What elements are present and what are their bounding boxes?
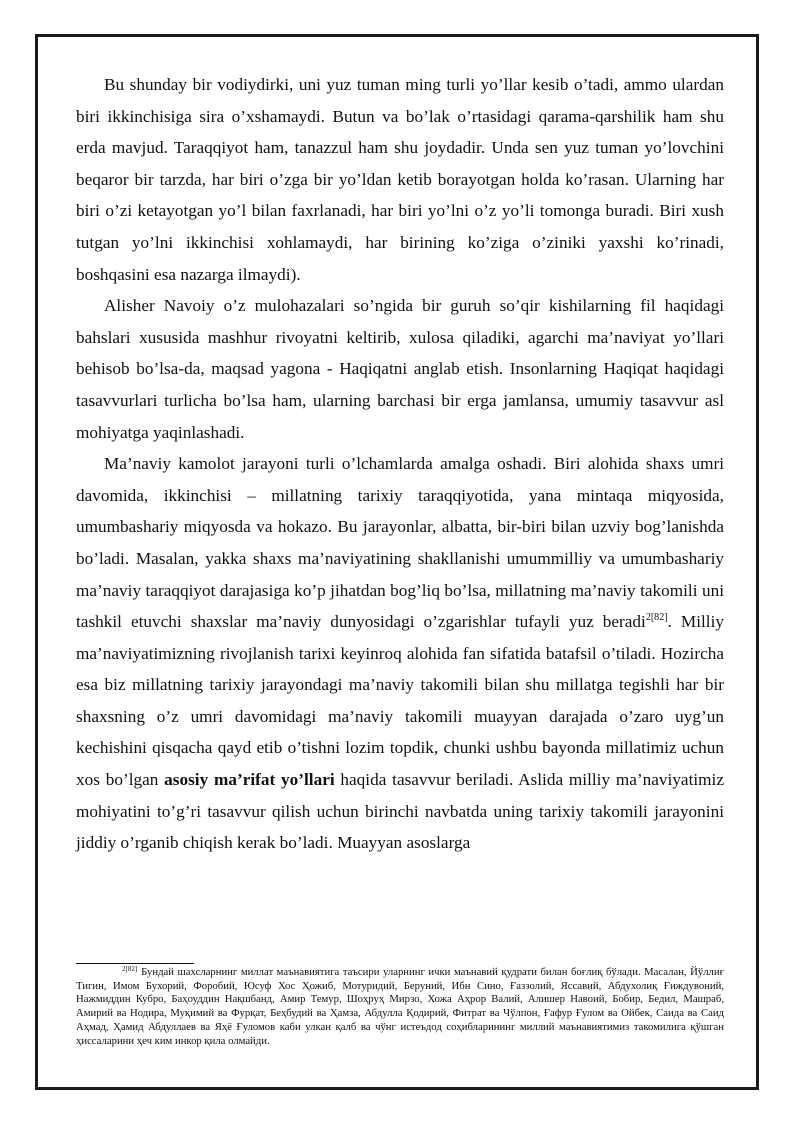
paragraph-2: Alisher Navoiy o’z mulohazalari so’ngida bir guruh so’qir kishilarning fil haqidagi bahslari xususida mashhur rivoyatni keltirib, xulosa qiladiki, agarchi ma’naviyat yo’llari behisob bo’lsa-da, maqsad yagona - Haqiqatni anglab etish. Insonlarning Haqiqat haqidagi tasavvurlari turlicha bo’lsa ham, ularning barchasi bir erga jamlansa, umumiy tasavvur asl mohiyatga yaqinlashadi. (76, 296, 724, 442)
paragraph-3-text-a: Ma’naviy kamolot jarayoni turli o’lchamlarda amalga oshadi. Biri alohida shaxs umri davomida, ikkinchisi – millatning tarixiy taraqqiyotida, yana mintaqa miqyosida, umumbashariy miqyosda va hokazo. Bu jarayonlar, albatta, bir-biri bilan uzviy bog’lanishda bo’ladi. Masalan, yakka shaxs ma’naviyatining shakllanishi umummilliy va umumbashariy ma’naviy taraqqiyot darajasiga ko’p jihatdan bog’liq bo’lsa, millatning ma’naviy takomili uni tashkil etuvchi shaxslar ma’naviy dunyosidagi o’zgarishlar tufayli yuz beradi (76, 454, 724, 632)
paragraph-3-text-b: . Milliy ma’naviyatimizning rivojlanish tarixi keyinroq alohida fan sifatida batafsil o’tiladi. Hozircha esa biz millatning tarixiy jarayondagi ma’naviy takomili bilan shu millatga tegishli har bir shaxsning o’z umri davomidagi ma’naviy takomili muayyan darajada o’zaro uyg’un kechishini qisqacha qayd etib o’tishni lozim topdik, chunki ushbu bayonda millatimiz uchun xos bo’lgan (76, 612, 724, 790)
footnote-separator (76, 963, 194, 964)
footnote (76, 966, 724, 1048)
bold-term: asosiy ma’rifat yo’llari (164, 770, 335, 790)
footnote-mark: 2[82] (122, 965, 138, 973)
footnote-reference[interactable]: 2[82] (645, 612, 668, 624)
body-text (76, 69, 724, 859)
paragraph-3-text-c: haqida tasavvur beriladi. Aslida milliy ma’naviyatimiz mohiyatini to’g’ri tasavvur qilish uchun birinchi navbatda uning tarixiy takomili jarayonini jiddiy o’rganib chiqish kerak bo’ladi. Muayyan asoslarga (76, 770, 725, 853)
paragraph-1: Bu shunday bir vodiydirki, uni yuz tuman ming turli yo’llar kesib o’tadi, ammo ulardan biri ikkinchisiga sira o’xshamaydi. Butun va bo’lak o’rtasidagi qarama-qarshilik ham shu erda mavjud. Taraqqiyot ham, tanazzul ham shu joydadir. Unda sen yuz tuman yo’lovchini beqaror bir tarzda, har biri o’zga bir yo’ldan ketib borayotgan holda ko’rasan. Ularning har biri o’zi ketayotgan yo’l bilan faxrlanadi, har biri yo’lni o’z yo’li tomonga buradi. Biri xush tutgan yo’lni ikkinchisi xohlamaydi, har birining ko’ziga o’ziniki yaxshi ko’rinadi, boshqasini esa nazarga ilmaydi). (76, 75, 724, 284)
footnote-text: Бундай шахсларнинг миллат маънавиятига таъсири уларнинг ички маънавий қудрати билан боғлиқ бўлади. Масалан, Йўллиғ Тигин, Имом Бухорий, Форобий, Юсуф Хос Ҳожиб, Мотуридий, Беруний, Ибн Сино, Ғаззолий, Яссавий, Абдухолиқ Ғиждувоний, Нажмиддин Кубро, Баҳоуддин Нақшбанд, Амир Темур, Шоҳруҳ Мирзо, Хожа Аҳрор Валий, Алишер Навоий, Бобир, Бедил, Машраб, Амирий ва Нодира, Муқимий ва Фурқат, Беҳбудий ва Ҳамза, Абдулла Қодирий, Фитрат ва Чўлпон, Ғафур Ғулом ва Ойбек, Саида ва Саид Аҳмад, Ҳамид Абдуллаев ва Яҳё Ғуломов каби улкан қалб ва чўнг истеъдод соҳибларининг миллий маънавиятимиз такомилига қўшган ҳиссаларини ҳеч ким инкор қила олмайди. (76, 966, 724, 1047)
paragraph-3 (76, 448, 724, 859)
